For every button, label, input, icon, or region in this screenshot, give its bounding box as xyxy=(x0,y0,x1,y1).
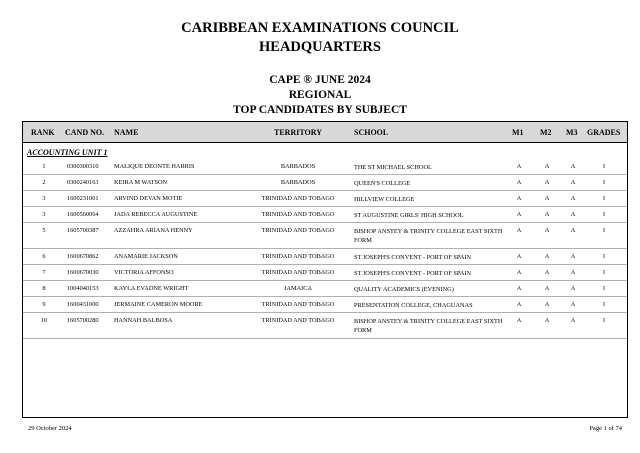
col-cand-header: CAND NO. xyxy=(65,128,105,137)
col-m2-header: M2 xyxy=(540,128,552,137)
name-cell: ANAMARIE JACKSON xyxy=(114,253,178,260)
m1-cell: A xyxy=(516,195,522,202)
m3-cell: A xyxy=(570,211,576,218)
territory-cell: TRINIDAD AND TOBAGO xyxy=(261,269,335,276)
name-cell: HANNAH BALBOSA xyxy=(114,317,173,324)
col-territory-header: TERRITORY xyxy=(274,128,323,137)
name-cell: JERMAINE CAMERON MOORE xyxy=(114,301,203,308)
subject-heading: ACCOUNTING UNIT 1 xyxy=(27,148,108,157)
candidate-number-cell: 1600431000 xyxy=(67,301,99,308)
m1-cell: A xyxy=(516,211,522,218)
rank-cell: 3 xyxy=(42,211,46,218)
grade-cell: I xyxy=(602,179,606,186)
table-row xyxy=(23,249,627,265)
level-title: REGIONAL xyxy=(288,89,352,101)
school-cell: ST AUGUSTINE GIRLS' HIGH SCHOOL xyxy=(354,212,464,219)
name-cell: ARVIND DEVAN MOTIE xyxy=(114,195,183,202)
table-header xyxy=(23,122,627,143)
candidate-number-cell: 1605700387 xyxy=(67,227,99,234)
col-name-header: NAME xyxy=(114,128,139,137)
m3-cell: A xyxy=(570,253,576,260)
name-cell: VICTORIA AFFONSO xyxy=(114,269,174,276)
m3-cell: A xyxy=(570,317,576,324)
territory-cell: TRINIDAD AND TOBAGO xyxy=(261,317,335,324)
m3-cell: A xyxy=(570,195,576,202)
candidate-number-cell: 1600231001 xyxy=(67,195,99,202)
grade-cell: I xyxy=(602,317,606,324)
school-cell: QUEEN'S COLLEGE xyxy=(354,180,411,187)
table-row xyxy=(23,223,627,249)
col-rank-header: RANK xyxy=(31,128,55,137)
grade-cell: I xyxy=(602,211,606,218)
grade-cell: I xyxy=(602,163,606,170)
rank-cell: 7 xyxy=(42,269,46,276)
name-cell: AZZAHRA ARIANA HENNY xyxy=(114,227,193,234)
m1-cell: A xyxy=(516,285,522,292)
m2-cell: A xyxy=(544,269,550,276)
territory-cell: TRINIDAD AND TOBAGO xyxy=(261,195,335,202)
col-grades-header: GRADES xyxy=(587,128,621,137)
rank-cell: 5 xyxy=(42,227,46,234)
m3-cell: A xyxy=(570,301,576,308)
school-cell: ST JOSEPH'S CONVENT - PORT OF SPAIN xyxy=(354,270,472,277)
footer-date: 29 October 2024 xyxy=(28,425,72,432)
name-cell: MALIQUE DEONTE HARRIS xyxy=(114,163,195,170)
territory-cell: TRINIDAD AND TOBAGO xyxy=(261,253,335,260)
report-office-title: HEADQUARTERS xyxy=(259,39,381,55)
table-row xyxy=(23,265,627,281)
school-cell: PRESENTATION COLLEGE, CHAGUANAS xyxy=(354,302,473,309)
page-number: Page 1 of 74 xyxy=(589,425,622,432)
m1-cell: A xyxy=(516,253,522,260)
name-cell: JADA REBECCA AUGUSTINE xyxy=(114,211,198,218)
table-row xyxy=(23,159,627,175)
school-cell: HILLVIEW COLLEGE xyxy=(354,196,415,203)
m1-cell: A xyxy=(516,163,522,170)
rank-cell: 10 xyxy=(40,317,48,324)
rank-cell: 8 xyxy=(42,285,46,292)
table-row xyxy=(23,313,627,339)
table-row xyxy=(23,297,627,313)
report-title: TOP CANDIDATES BY SUBJECT xyxy=(233,104,407,116)
candidate-number-cell: 0300300310 xyxy=(67,163,99,170)
m2-cell: A xyxy=(544,195,550,202)
school-cell: QUALITY ACADEMICS (EVENING) xyxy=(354,286,454,293)
m2-cell: A xyxy=(544,163,550,170)
exam-title: CAPE ® JUNE 2024 xyxy=(269,74,371,86)
report-org-title: CARIBBEAN EXAMINATIONS COUNCIL xyxy=(181,20,459,36)
m2-cell: A xyxy=(544,179,550,186)
table-row xyxy=(23,281,627,297)
candidate-number-cell: 1600670030 xyxy=(67,269,99,276)
table-row xyxy=(23,191,627,207)
name-cell: KEIRA M WATSON xyxy=(114,179,168,186)
m3-cell: A xyxy=(570,179,576,186)
territory-cell: BARBADOS xyxy=(280,163,316,170)
grade-cell: I xyxy=(602,253,606,260)
candidate-number-cell: 1004040153 xyxy=(67,285,99,292)
grade-cell: I xyxy=(602,301,606,308)
m1-cell: A xyxy=(516,227,522,234)
m3-cell: A xyxy=(570,269,576,276)
m2-cell: A xyxy=(544,253,550,260)
grade-cell: I xyxy=(602,285,606,292)
m1-cell: A xyxy=(516,301,522,308)
rank-cell: 1 xyxy=(42,163,46,170)
grade-cell: I xyxy=(602,269,606,276)
m1-cell: A xyxy=(516,317,522,324)
candidate-number-cell: 1605700280 xyxy=(67,317,99,324)
rank-cell: 6 xyxy=(42,253,46,260)
m2-cell: A xyxy=(544,317,550,324)
m3-cell: A xyxy=(570,227,576,234)
school-cell: THE ST MICHAEL SCHOOL xyxy=(354,164,432,171)
results-table xyxy=(22,121,628,418)
rank-cell: 3 xyxy=(42,195,46,202)
candidate-number-cell: 1600670862 xyxy=(67,253,99,260)
rank-cell: 2 xyxy=(42,179,46,186)
school-cell: BISHOP ANSTEY & TRINITY COLLEGE EAST SIXTH FORM xyxy=(354,318,503,334)
table-row xyxy=(23,207,627,223)
m2-cell: A xyxy=(544,227,550,234)
col-m1-header: M1 xyxy=(512,128,524,137)
territory-cell: TRINIDAD AND TOBAGO xyxy=(261,211,335,218)
m3-cell: A xyxy=(570,163,576,170)
rank-cell: 9 xyxy=(42,301,46,308)
school-cell: BISHOP ANSTEY & TRINITY COLLEGE EAST SIXTH FORM xyxy=(354,228,503,244)
m3-cell: A xyxy=(570,285,576,292)
col-school-header: SCHOOL xyxy=(354,128,389,137)
name-cell: KAYLA EVADNE WRIGHT xyxy=(114,285,189,292)
m2-cell: A xyxy=(544,301,550,308)
m2-cell: A xyxy=(544,285,550,292)
territory-cell: BARBADOS xyxy=(280,179,316,186)
candidate-number-cell: 0300240163 xyxy=(67,179,99,186)
m1-cell: A xyxy=(516,269,522,276)
candidate-number-cell: 1600560064 xyxy=(67,211,99,218)
territory-cell: TRINIDAD AND TOBAGO xyxy=(261,227,335,234)
m2-cell: A xyxy=(544,211,550,218)
grade-cell: I xyxy=(602,227,606,234)
m1-cell: A xyxy=(516,179,522,186)
territory-cell: TRINIDAD AND TOBAGO xyxy=(261,301,335,308)
school-cell: ST JOSEPH'S CONVENT - PORT OF SPAIN xyxy=(354,254,472,261)
col-m3-header: M3 xyxy=(566,128,578,137)
grade-cell: I xyxy=(602,195,606,202)
table-row xyxy=(23,175,627,191)
territory-cell: JAMAICA xyxy=(284,285,312,292)
